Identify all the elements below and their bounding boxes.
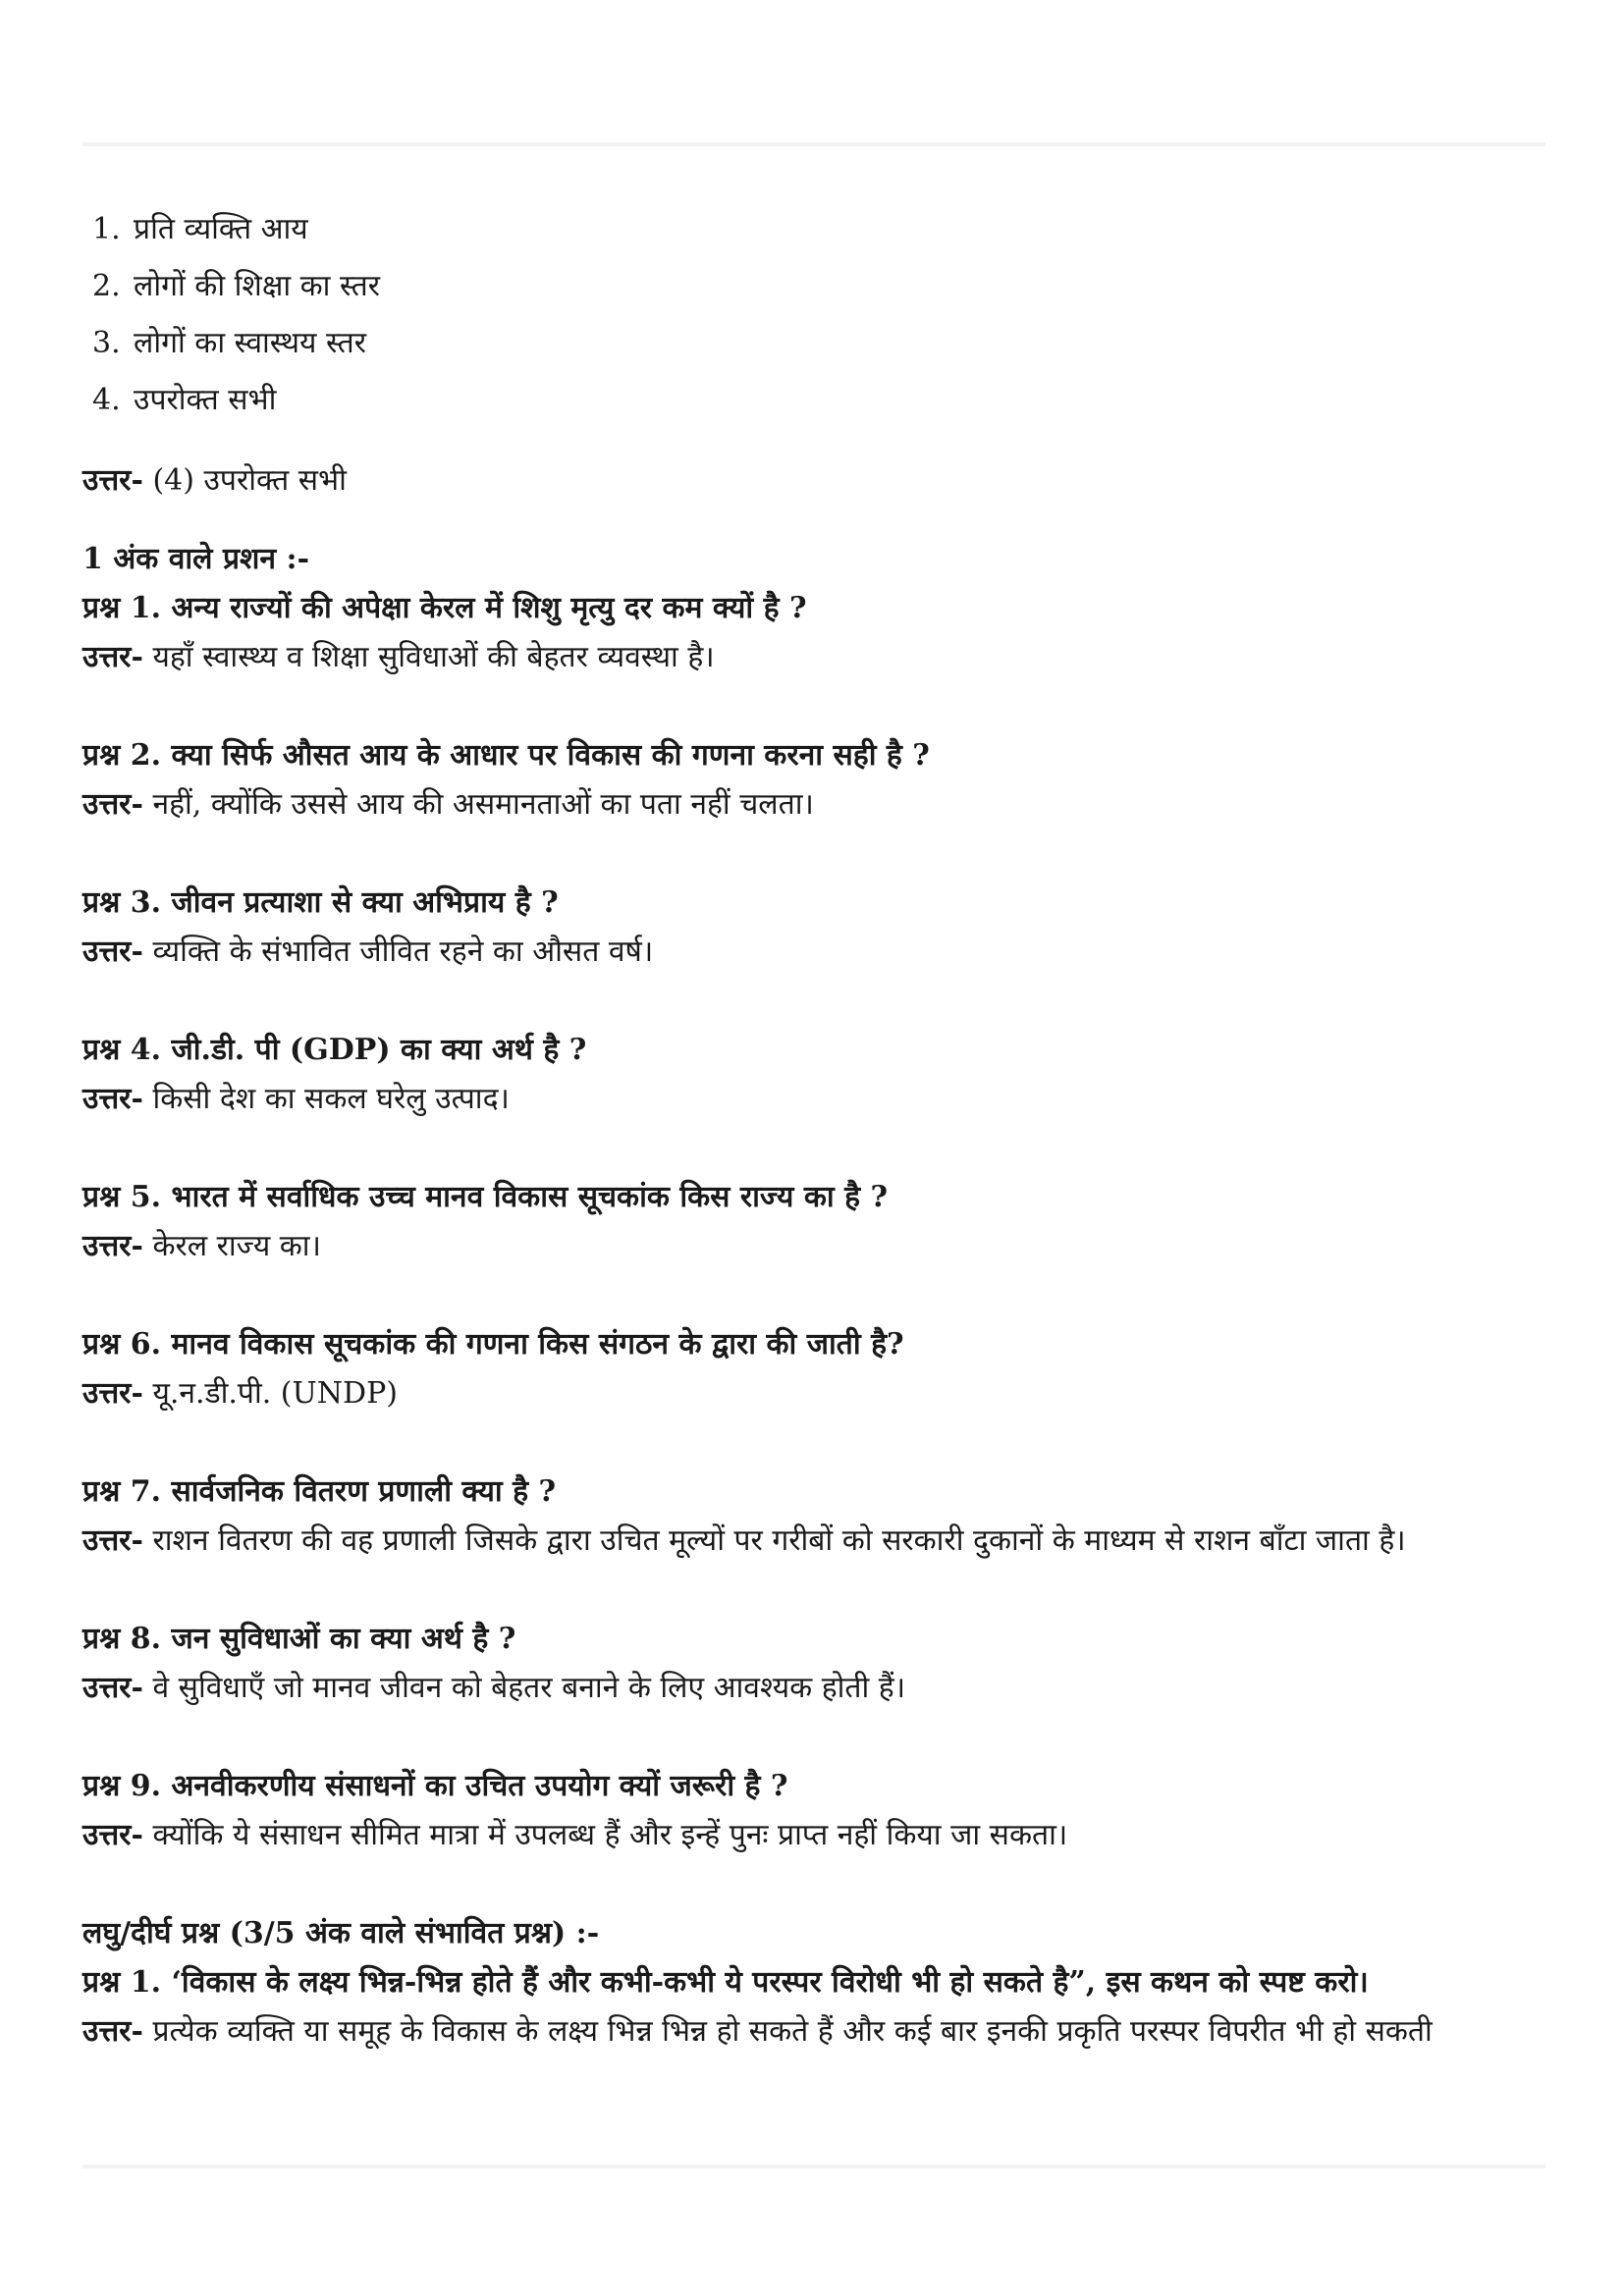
answer-line bbox=[82, 1811, 1545, 1860]
qa-block bbox=[82, 1615, 1545, 1713]
option-item bbox=[92, 315, 1545, 372]
answer-text: (4) उपरोक्त सभी bbox=[142, 463, 347, 498]
answer-line bbox=[82, 1517, 1545, 1566]
qa-block bbox=[82, 1173, 1545, 1271]
answer-label: उत्तर- bbox=[82, 1229, 143, 1263]
answer-label: उत्तर- bbox=[82, 1376, 143, 1411]
mcq-answer bbox=[82, 456, 1545, 506]
option-item bbox=[92, 372, 1545, 429]
answer-line bbox=[82, 633, 1545, 682]
answer-label: उत्तर- bbox=[82, 2014, 143, 2049]
answer-line bbox=[82, 1664, 1545, 1713]
document-body bbox=[82, 201, 1545, 2056]
answer-text: यू.न.डी.पी. (UNDP) bbox=[142, 1376, 398, 1411]
answer-text: यहाँ स्वास्थ्य व शिक्षा सुविधाओं की बेहतर व्यवस्था है। bbox=[142, 640, 715, 674]
question-text: प्रश्न 1. अन्य राज्यों की अपेक्षा केरल में शिशु मृत्यु दर कम क्यों है ? bbox=[82, 591, 807, 625]
option-number: 1. bbox=[92, 212, 121, 246]
option-item bbox=[92, 201, 1545, 258]
answer-text: किसी देश का सकल घरेलु उत्पाद। bbox=[142, 1082, 510, 1116]
section-heading-one-mark: 1 अंक वाले प्रशन :- bbox=[82, 542, 310, 576]
answer-line bbox=[82, 780, 1545, 829]
long-question-section bbox=[82, 1909, 1545, 2056]
qa-block bbox=[82, 731, 1545, 829]
question-text: प्रश्न 9. अनवीकरणीय संसाधनों का उचित उपयोग क्यों जरूरी है ? bbox=[82, 1769, 788, 1803]
answer-text: केरल राज्य का। bbox=[142, 1229, 321, 1263]
bottom-divider bbox=[82, 2164, 1545, 2168]
qa-block bbox=[82, 1762, 1545, 1860]
answer-text: क्योंकि ये संसाधन सीमित मात्रा में उपलब्ध हैं और इन्हें पुनः प्राप्त नहीं किया जा सकता। bbox=[142, 1818, 1068, 1852]
answer-label: उत्तर- bbox=[82, 640, 143, 674]
qa-block bbox=[82, 879, 1545, 977]
question-text: प्रश्न 8. जन सुविधाओं का क्या अर्थ है ? bbox=[82, 1622, 516, 1656]
answer-label: उत्तर- bbox=[82, 463, 143, 498]
question-text: प्रश्न 4. जी.डी. पी (GDP) का क्या अर्थ है ? bbox=[82, 1033, 587, 1067]
option-item bbox=[92, 258, 1545, 315]
answer-text: राशन वितरण की वह प्रणाली जिसके द्वारा उचित मूल्यों पर गरीबों को सरकारी दुकानों के माध्यम से राशन बाँटा जाता है। bbox=[142, 1523, 1406, 1558]
mcq-options bbox=[82, 201, 1545, 429]
answer-label: उत्तर- bbox=[82, 787, 143, 822]
question-text: प्रश्न 5. भारत में सर्वाधिक उच्च मानव विकास सूचकांक किस राज्य का है ? bbox=[82, 1180, 889, 1214]
question-text: प्रश्न 1. ‘विकास के लक्ष्य भिन्न-भिन्न होते हैं और कभी-कभी ये परस्पर विरोधी भी हो सकते है”, इस कथन को स्पष्ट करो। bbox=[82, 1965, 1369, 2000]
answer-text: व्यक्ति के संभावित जीवित रहने का औसत वर्ष। bbox=[142, 934, 654, 969]
answer-line bbox=[82, 1369, 1545, 1418]
question-text: प्रश्न 2. क्या सिर्फ औसत आय के आधार पर विकास की गणना करना सही है ? bbox=[82, 738, 930, 773]
option-number: 3. bbox=[92, 326, 121, 360]
answer-label: उत्तर- bbox=[82, 1082, 143, 1116]
answer-line bbox=[82, 1222, 1545, 1271]
answer-label: उत्तर- bbox=[82, 934, 143, 969]
question-text: प्रश्न 3. जीवन प्रत्याशा से क्या अभिप्राय है ? bbox=[82, 885, 559, 920]
option-text: लोगों की शिक्षा का स्तर bbox=[134, 269, 381, 303]
option-number: 4. bbox=[92, 383, 121, 417]
answer-label: उत्तर- bbox=[82, 1671, 143, 1705]
option-text: उपरोक्त सभी bbox=[134, 383, 277, 417]
top-divider bbox=[82, 142, 1545, 146]
question-text: प्रश्न 6. मानव विकास सूचकांक की गणना किस संगठन के द्वारा की जाती है? bbox=[82, 1327, 904, 1362]
option-text: लोगों का स्वास्थय स्तर bbox=[134, 326, 366, 360]
option-text: प्रति व्यक्ति आय bbox=[134, 212, 308, 246]
answer-line bbox=[82, 1075, 1545, 1124]
answer-text: नहीं, क्योंकि उससे आय की असमानताओं का पता नहीं चलता। bbox=[142, 787, 814, 822]
answer-text: वे सुविधाएँ जो मानव जीवन को बेहतर बनाने के लिए आवश्यक होती हैं। bbox=[142, 1671, 906, 1705]
qa-block bbox=[82, 584, 1545, 682]
question-text: प्रश्न 7. सार्वजनिक वितरण प्रणाली क्या है ? bbox=[82, 1474, 557, 1509]
answer-text: प्रत्येक व्यक्ति या समूह के विकास के लक्ष्य भिन्न भिन्न हो सकते हैं और कई बार इनकी प्रकृति परस्पर विपरीत भी हो सकती bbox=[142, 2014, 1433, 2049]
answer-label: उत्तर- bbox=[82, 1523, 143, 1558]
qa-block bbox=[82, 1026, 1545, 1124]
qa-block bbox=[82, 1468, 1545, 1566]
qa-block bbox=[82, 1320, 1545, 1418]
answer-label: उत्तर- bbox=[82, 1818, 143, 1852]
answer-line bbox=[82, 928, 1545, 977]
section-heading-long: लघु/दीर्घ प्रश्न (3/5 अंक वाले संभावित प्रश्न) :- bbox=[82, 1916, 600, 1950]
answer-line bbox=[82, 2007, 1545, 2056]
option-number: 2. bbox=[92, 269, 121, 303]
